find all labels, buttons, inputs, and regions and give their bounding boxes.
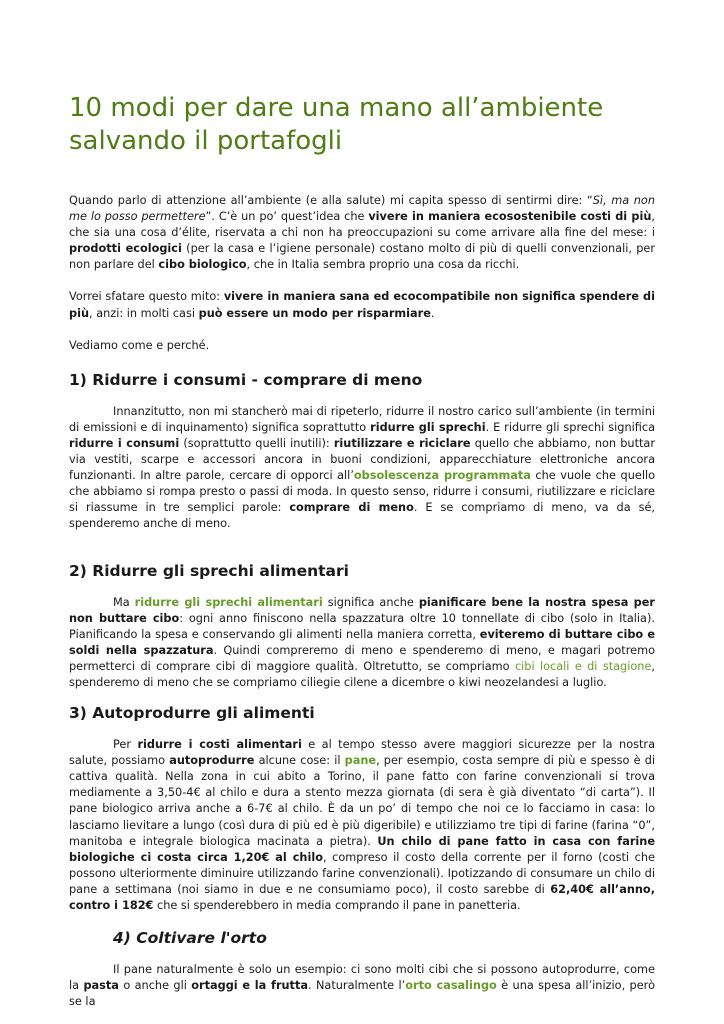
text: Per — [113, 738, 138, 752]
intro-paragraph-1 — [69, 193, 655, 273]
bold-text: eviteremo di buttare cibo e soldi nella spazzatura — [69, 627, 655, 657]
text: . Naturalmente l’ — [307, 979, 406, 993]
quote: Sì, ma non me lo posso permettere — [69, 194, 655, 224]
bold-text: prodotti ecologici — [69, 242, 182, 256]
link-cibi-locali[interactable]: cibi locali e di stagione — [514, 659, 652, 673]
section-1-heading: 1) Ridurre i consumi - comprare di meno — [69, 370, 423, 389]
text: , che sia una cosa d’élite, riservata a chi non ha preoccupazioni su come arrivare alla fine del mese: i — [69, 210, 655, 240]
document-body — [69, 92, 655, 1010]
bold-text: Un chilo di pane fatto in casa con farine biologiche ci costa circa 1,20€ al chilo — [69, 834, 655, 864]
bold-text: ridurre i consumi — [69, 436, 180, 450]
text: alcune cose: il — [254, 754, 345, 768]
bold-text: può essere un modo per risparmiare — [198, 306, 431, 320]
bold-text: comprare di meno — [289, 501, 414, 515]
text: , spenderemo di meno che se compriamo ciliegie cilene a dicembre o kiwi neozelandesi a luglio. — [69, 659, 655, 689]
link-pane[interactable]: pane — [344, 754, 377, 768]
text: . E se compriamo di meno, va da sé, spenderemo anche di meno. — [69, 501, 655, 531]
text: che si spenderebbero in media comprando il pane in panetteria. — [153, 899, 521, 912]
bold-text: cibo biologico — [158, 258, 247, 272]
text: ”. C’è un po’ quest’idea che — [205, 210, 369, 224]
text: quello che abbiamo, non buttar via vestiti, scarpe e accessori ancora in buoni condizioni, apparecchiature elettroniche ancora funzionanti. In altre parole, cercare di opporci all’ — [69, 436, 656, 483]
section-3-heading: 3) Autoprodurre gli alimenti — [69, 704, 315, 723]
bold-text: 62,40€ all’anno, contro i 182€ — [69, 882, 655, 912]
text: : ogni anno finiscono nella spazzatura oltre 10 tonnellate di cibo (solo in Italia). Pianificando la spesa e conservando gli alimenti nella maniera corretta, — [69, 611, 655, 641]
link-obsolescenza-programmata[interactable]: obsolescenza programmata — [353, 469, 531, 483]
bold-text: pianificare bene la nostra spesa per non buttare cibo — [69, 595, 655, 625]
text: che vuole che quello che abbiamo si rompa presto o passi di moda. In questo senso, ridurre i consumi, riutilizzare e riciclare si riassume in tre semplici parole: — [69, 469, 656, 515]
bold-text: vivere in maniera sana ed ecocompatibile non significa spendere di più — [69, 290, 655, 320]
text: , compreso il costo della corrente per il forno (costi che possono ulteriormente diminuire utilizzando farine convenzionali). Ipotizzando di consumare un chilo di pane a settimana (noi siamo in due e ne consumiamo poco), il costo sarebbe di — [69, 850, 655, 896]
bold-text: riutilizzare e riciclare — [333, 436, 471, 450]
text: Ma — [113, 595, 135, 609]
text: Il pane naturalmente è solo un esempio: ci sono molti cibi che si possono autoprodurre, come la — [69, 963, 655, 993]
bold-text: vivere in maniera ecosostenibile costi di più — [368, 210, 652, 224]
title-line-1: 10 modi per dare una mano all’ambiente — [69, 93, 604, 123]
intro-paragraph-3: Vediamo come e perché. — [69, 338, 210, 352]
text: (soprattutto quelli inutili): — [179, 436, 334, 450]
text: , anzi: in molti casi — [89, 306, 199, 320]
intro-paragraph-2 — [69, 289, 655, 321]
text: è una spesa all’inizio, però se la — [69, 979, 655, 1009]
text: , per esempio, costa sempre di più e spesso è di cattiva qualità. Nella zona in cui abito a Torino, il pane fatto con farine convenzionali si trova mediamente a 3,50-4€ al chilo e dura a stento mezza giornata (di sera è già diventato “di carta”). Il pane biologico arriva anche a 6-7€ al chilo. È da un po’ di tempo che noi ce lo facciamo in casa: lo lasciamo lievitare a lungo (così dura di più ed è più digeribile) e utilizziamo tre tipi di farine (farina “0”, manitoba e integrale biologica macinata a pietra). — [69, 754, 656, 848]
link-orto-casalingo[interactable]: orto casalingo — [405, 979, 497, 993]
text: . Quindi compreremo di meno e spenderemo di meno, e magari potremo permetterci di comprare cibi di maggiore qualità. Oltretutto, se compriamo — [69, 643, 655, 673]
text: (per la casa e l’igiene personale) costano molto di più di quelli convenzionali, per non parlare del — [69, 242, 656, 272]
bold-text: ridurre gli sprechi — [370, 420, 486, 434]
text: . E ridurre gli sprechi significa — [485, 420, 656, 434]
text: o anche gli — [118, 979, 192, 993]
bold-text: ortaggi e la frutta — [191, 979, 308, 993]
text: significa anche — [322, 595, 419, 609]
text: Innanzitutto, non mi stancherò mai di ripeterlo, ridurre il nostro carico sull’ambiente (in termini di emissioni e di inquinamento) significa soprattutto — [69, 404, 655, 434]
section-1-paragraph — [69, 404, 655, 533]
section-2-heading: 2) Ridurre gli sprechi alimentari — [69, 561, 349, 580]
text: e al tempo stesso avere maggiori sicurezze per la nostra salute, possiamo — [69, 738, 655, 768]
section-3-paragraph — [69, 737, 655, 914]
section-4-heading: 4) Coltivare l'orto — [113, 929, 267, 948]
section-4-paragraph — [69, 962, 655, 1010]
link-ridurre-sprechi-alimentari[interactable]: ridurre gli sprechi alimentari — [134, 595, 323, 609]
bold-text: ridurre i costi alimentari — [137, 738, 302, 752]
text: . — [430, 306, 435, 320]
bold-text: pasta — [83, 979, 119, 993]
text: , che in Italia sembra proprio una cosa da ricchi. — [246, 258, 520, 272]
text: Vorrei sfatare questo mito: — [69, 290, 224, 304]
section-2-paragraph — [69, 595, 655, 692]
title-line-2: salvando il portafogli — [69, 126, 343, 156]
text: Quando parlo di attenzione all’ambiente (e alla salute) mi capita spesso di sentirmi dire: “ — [69, 194, 593, 207]
page-title — [69, 92, 655, 158]
bold-text: autoprodurre — [169, 754, 255, 768]
